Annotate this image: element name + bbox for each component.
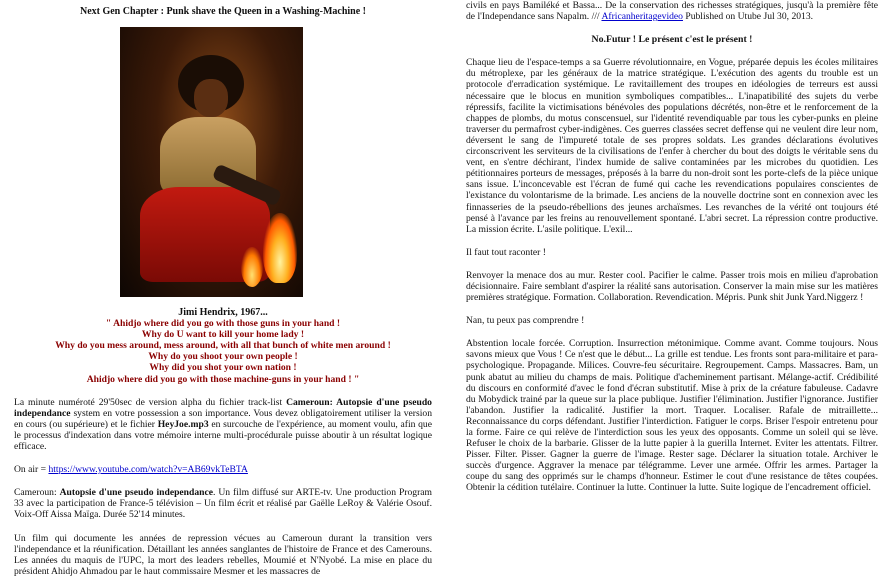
bold-title: Cameroun: Autopsie d'une pseudo independance — [14, 396, 432, 419]
text-run: system en votre possession a son importance. Vous devez obligatoirement utiliser la version en cours (ou supérieure) et le fichier — [14, 407, 432, 430]
hendrix-photo — [120, 27, 303, 297]
lyrics-block — [14, 318, 432, 385]
text-run: La minute numéroté 29'50sec de version alpha du fichier track-list — [14, 396, 287, 408]
bold-film-title: Autopsie d'une pseudo independance — [59, 487, 213, 499]
section-subtitle: No.Futur ! Le présent c'est le présent ! — [591, 34, 753, 46]
text-run: en surcouche de l'expérience, au moment voulu, afin que le processus d'indexation dans votre mémoire interne multi-procédurale puisse aboutir à un résultat logique efficace. — [14, 418, 432, 453]
right-column — [466, 0, 878, 494]
photo-face-shape — [194, 79, 228, 117]
africanheritage-link[interactable]: Africanheritagevideo — [601, 11, 683, 23]
paragraph-threat: Renvoyer la menace dos au mur. Rester cool. Pacifier le calme. Passer trois mois en milieu d'aprobation décisionnaire. Faire semblant d'aspirer la réalité sans autorisation. Conserver la main mise sur les matières premières stratégique. Formation. Collaboration. Revendication. Mépris. Punk shit Junk Yard.Niggerz ! — [466, 269, 878, 304]
on-air-line — [14, 464, 432, 475]
paragraph-tell-all: Il faut tout raconter ! — [466, 246, 546, 258]
youtube-link[interactable]: https://www.youtube.com/watch?v=AB69vkTeBTA — [48, 464, 248, 476]
lyrics-line: Why do you mess around, mess around, with all that bunch of white men around ! — [55, 340, 391, 352]
photo-caption: Jimi Hendrix, 1967... — [178, 307, 268, 319]
text-run: Cameroun: — [14, 487, 60, 499]
text-run: . Un film diffusé sur ARTE-tv. Une production Program 33 avec la participation de France-5 télévision – Un film écrit et réalisé par Gaëlle LeRoy & Valérie Osouf. Voix-Off Aissa Maïga. Durée 52'14 minutes. — [14, 487, 433, 521]
lyrics-line: Why do U want to kill your home lady ! — [141, 329, 305, 341]
text-run: Published on Utube Jul 30, 2013. — [682, 11, 814, 23]
lyrics-line: " Ahidjo where did you go with those guns in your hand ! — [105, 318, 341, 330]
paragraph-abstention: Abstention locale forcée. Corruption. Insurrection métonimique. Comme avant. Comme toujours. Nous savons mieux que Vous ! Ce n'est que le début... La grille est tendue. Les fronts sont para-militaire et para-psychologique. Propagande. Milices. Couvre-feu sécuritaire. Regroupement. Camps. Massacres. Bam, un punk abatut au milieu du champs de mais. Politique d'acheminement partisant. Mélange-actif. Crédibilité du discours en conformité d'avec le fond d'écran substitutif. Mise à prix de la créature fabuleuse. Cadavre du Mobydick trainé par la queue sur la place publique. Justifier l'élimination. Justifier l'ignorance. Justifier l'abandon. Justifier la radicalité. Justifier la mort. Traquer. Localiser. Rafale de mitraillette... Reconnaissance du corps défendant. Justifier l'interdiction. Fatiguer le corps. Briser l'espoir entretenu pour la forme. Faire ce qui relève de l'interdiction sous les yeux des opposants. Comme un soleil qui se lève. Refuser le choix de la barbarie. Glisser de la lutte papier à la guerilla Internet. Eviter les attentats. Filtrer. Pisser. Filter. Pisser. Gagner la guerre de l'image. Rester sage. Déclarer la situation totale. Archiver le succès d'urgence. Aggraver la menace par télégramme. Lever une armée. Offrir les armes. Partager la coupe du sang des opprimés sur le champs d'honneur. Estimer le cout d'une resistance de têtes coupées. Obtenir la cédition tutélaire. Continuer la lutte. Continuer la lutte. Suite logique de l'encadrement officiel. — [466, 338, 878, 494]
on-air-label: On air = — [14, 464, 49, 476]
paragraph-continuation — [466, 0, 878, 22]
left-column — [14, 0, 432, 577]
photo-flame-large — [263, 213, 297, 283]
paragraph-film-summary: Un film qui documente les années de repression vécues au Cameroun durant la transition vers l'independance et la réunification. Détaillant les années sanglantes de l'histoire de France et des Camerouns. Les années du maquis de l'UPC, la mort des leaders rebelles, Moumié et N'Nyobé. La mise en place du président Ahidjo Ahmadou par le haut commissaire Mesmer et les massacres de — [14, 532, 432, 577]
text-run: civils en pays Bamiléké et Bassa... De la conservation des richesses stratégiques, jusqu'à la première fête de l'Independance sans Napalm. /// — [466, 0, 878, 23]
paragraph-revolution: Chaque lieu de l'espace-temps a sa Guerre révolutionnaire, en Vogue, préparée depuis les écoles militaires du métroplexe, par les généraux de la matrice stratégique. L'exécution des agents du trouble est un protocole d'erradication systémique. Le ravitaillement des troupes en idéologies de terreurs est aussi nécessaire que le blocus en munition symboliques compatibles... L'inapatibilité des sujets du verbe répressifs, facilite la victimisations bénévoles des populations décrétés, non-être et le renforcement de la chappes de plombs, du motus conscensuel, sur l'identité revendiquable par tous les cyber-punks en pleine traverser du permafrost cyber-indigènes. Ces guerres classées secret deffense qui ne veulent dire leur nom, déversent le sang de l'impureté totale de ses propres soldats. Les grandes déclarations évolutives circonscrivent les serviteurs de la civilisations de l'enfer à chercher du bout des doigts le véritable sens du vent, en s'entre déchirant, l'index humide de salive contaminées par les microbes du quotidien. Les pétitionnaires porteurs de messages, préposés à la barre du non-droit sont les porte-clefs de la pièce unique sans issue. L'inconcevable est l'écran de fumé qui cache les revendications populaires conscientes de l'existance du volontarisme de la brimade. Les anciens de la nouvelle doctrine sont en connexion avec les finnasseries de la pseudo-rébellions des jeunes archaïsmes. Les revanches de la vérité ont toujours été pensé à l'avance par les freins au renouvellement spontané. L'abri secret. La répression contre productive. La mission écrite. L'asile politique. L'exil... — [466, 57, 878, 235]
chapter-title: Next Gen Chapter : Punk shave the Queen in a Washing-Machine ! — [79, 6, 367, 17]
photo-flame-small — [241, 247, 263, 287]
paragraph-understand: Nan, tu peux pas comprendre ! — [466, 315, 585, 327]
lyrics-line: Ahidjo where did you go with those machine-guns in your hand ! " — [86, 373, 360, 385]
lyrics-line: Why did you shot your own nation ! — [149, 362, 297, 374]
paragraph-track-list — [14, 397, 432, 452]
lyrics-line: Why do you shoot your own people ! — [148, 351, 298, 363]
paragraph-film-credits — [14, 487, 432, 520]
bold-filename: HeyJoe.mp3 — [157, 418, 209, 430]
